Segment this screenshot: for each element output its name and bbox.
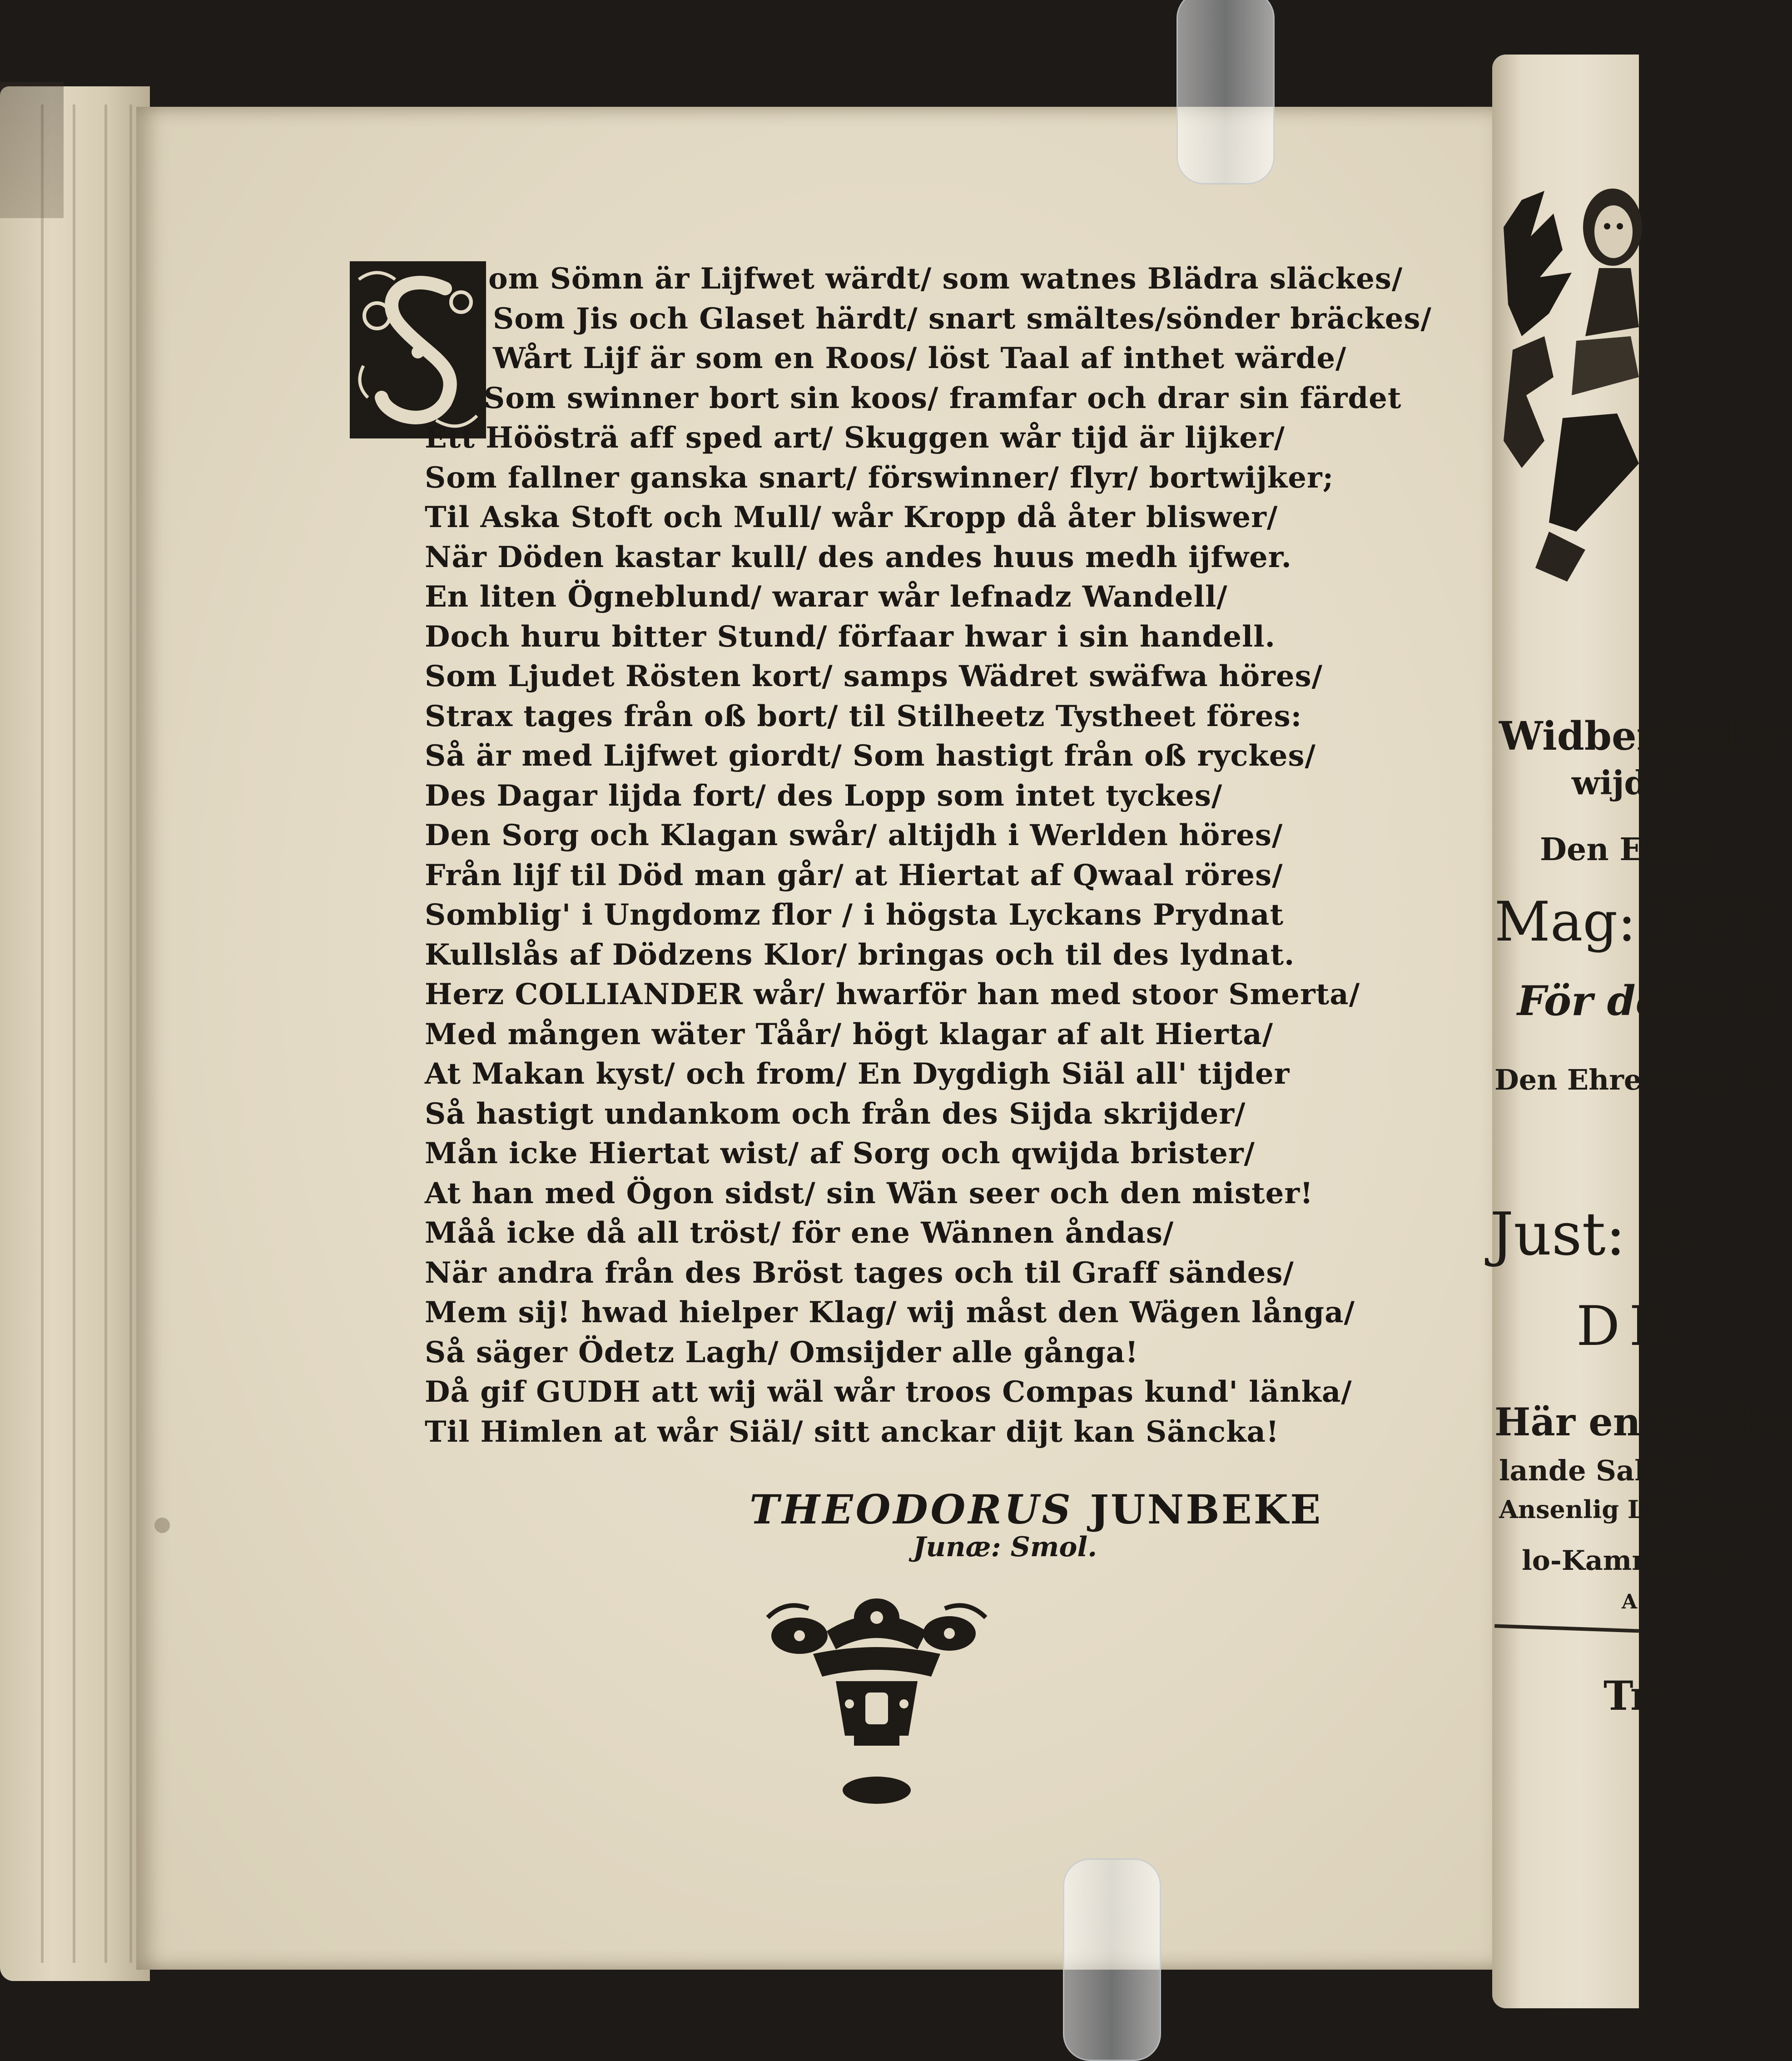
poem-line: En liten Ögneblund/ warar wår lefnadz Wandell/ [425, 580, 1228, 614]
right-page-line: Här en Gudbe [1494, 1399, 1792, 1444]
poem-line: Mån icke Hiertat wist/ af Sorg och qwijda brister/ [425, 1136, 1255, 1170]
poem-line: Så hastigt undankom och från des Sijda skrijder/ [425, 1096, 1246, 1131]
right-page-line: Just: B [1490, 1200, 1688, 1269]
poem-line: Måå icke då all tröst/ för ene Wännen åndas/ [425, 1216, 1174, 1250]
poem-line: Från lijf til Död man går/ at Hiertat af Qwaal röres/ [425, 858, 1283, 892]
poem-line: At han med Ögon sidst/ sin Wän seer och den mister! [425, 1176, 1314, 1210]
poem-line: Ett Höösträ aff sped art/ Skuggen wår tijd är lijker/ [425, 421, 1285, 455]
right-page-line: Tr [1603, 1672, 1652, 1719]
author-last-name: JUNBEKE [1090, 1486, 1323, 1533]
poem-line: Som Jis och Glaset härdt/ snart smältes/sönder bräckes/ [493, 301, 1432, 336]
poem-line: Strax tages från oß bort/ til Stilheetz Tystheet föres: [425, 699, 1302, 733]
book-page-stack [0, 86, 150, 1981]
right-page-line: För detta H [1517, 977, 1779, 1025]
author-origin: Junæ: Smol. [913, 1531, 1097, 1563]
poem-line: Så säger Ödetz Lagh/ Omsijder alle gånga! [425, 1335, 1139, 1369]
right-page-line: A [1622, 1590, 1638, 1613]
poem-line: om Sömn är Lijfwet wärdt/ som watnes Blädra släckes/ [488, 262, 1403, 296]
poem-line: Herz COLLIANDER wår/ hwarför han med stoor Smerta/ [425, 977, 1360, 1011]
right-page-line: wijd A [1572, 763, 1684, 802]
poem-line: Som swinner bort sin koos/ framfar och drar sin färdet [484, 381, 1402, 415]
right-page-line: Ansenlig Lijk-Proce [1499, 1495, 1767, 1524]
poem-line: Med mången wäter Tåår/ högt klagar af alt Hierta/ [425, 1017, 1274, 1051]
book-cover-edge [0, 82, 64, 218]
right-page-line: Widberömlig [1499, 713, 1782, 759]
paper-stain [154, 1518, 170, 1533]
poem-line: Den Sorg och Klagan swår/ altijdh i Werlden höres/ [425, 818, 1283, 852]
poem-line: Mem sij! hwad hielper Klag/ wij måst den Wägen långa/ [425, 1295, 1355, 1329]
poem-line: Til Himlen at wår Siäl/ sitt anckar dijt kan Säncka! [425, 1414, 1280, 1449]
author-signature [750, 1486, 1322, 1533]
right-page-line: DR [1576, 1295, 1679, 1358]
page-clip-bottom [1063, 1858, 1161, 2061]
poem-line: Somblig' i Ungdomz flor / i högsta Lyckans Prydnat [425, 898, 1284, 932]
poem-line: Wårt Lijf är som en Roos/ löst Taal af inthet wärde/ [493, 341, 1347, 375]
page-clip-top [1176, 0, 1275, 184]
poem-line: Kullslås af Dödzens Klor/ bringas och til des lydnat. [425, 937, 1295, 972]
right-page-line: lo-Kammar ut [1522, 1545, 1735, 1577]
poem-line: Som fallner ganska snart/ förswinner/ flyr/ bortwijker; [425, 460, 1334, 495]
poem-line: När andra från des Bröst tages och til Graff sändes/ [425, 1255, 1294, 1290]
right-page-line: Den Ehreborne G [1494, 1063, 1767, 1096]
poem-line: När Döden kastar kull/ des andes huus medh ijfwer. [425, 540, 1292, 574]
right-page-line: Mag: PET [1494, 891, 1767, 954]
flower-vase-ornament-icon [759, 1590, 995, 1808]
poem-line: Til Aska Stoft och Mull/ wår Kropp då åter bliswer/ [425, 500, 1278, 534]
poem-line: Des Dagar lijda fort/ des Lopp som intet tyckes/ [425, 778, 1223, 813]
poem-line: Då gif GUDH att wij wäl wår troos Compas kund' länka/ [425, 1375, 1352, 1409]
poem-line: At Makan kyst/ och from/ En Dygdigh Siäl all' tijder [425, 1057, 1290, 1091]
poem-line: Doch huru bitter Stund/ förfaar hwar i sin handell. [425, 619, 1276, 654]
poem-line: Så är med Lijfwet giordt/ Som hastigt från oß ryckes/ [425, 739, 1316, 773]
poem-text [425, 259, 1432, 1452]
author-first-name: THEODORUS [750, 1486, 1073, 1533]
angel-woodcut-icon [1494, 123, 1639, 591]
poem-line: Som Ljudet Rösten kort/ samps Wädret swäfwa höres/ [425, 659, 1323, 693]
right-page-line: lande Salig H [1499, 1454, 1712, 1487]
right-page-line: Den Ehrti [1540, 831, 1708, 868]
